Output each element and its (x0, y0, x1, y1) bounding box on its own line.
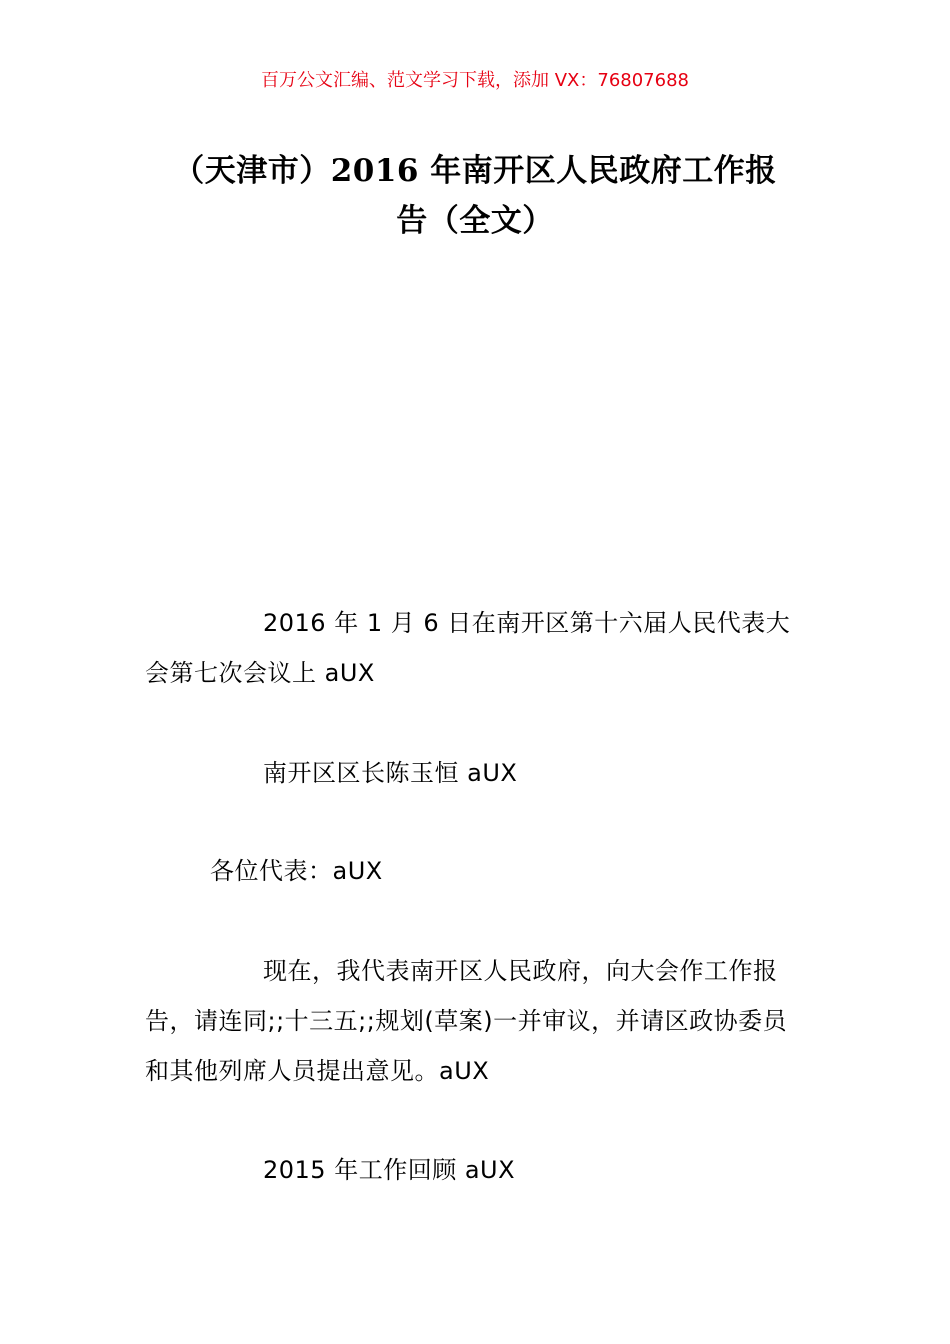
intro-paragraph: 现在，我代表南开区人民政府，向大会作工作报告，请连同;;十三五;;规划(草案)一并审议，并请区政协委员和其他列席人员提出意见。aUX (145, 957, 788, 1085)
author-paragraph: 南开区区长陈玉恒 aUX (263, 759, 518, 787)
greeting-paragraph: 各位代表：aUX (210, 857, 383, 885)
header-note: 百万公文汇编、范文学习下载，添加 VX：76807688 (261, 70, 689, 91)
meeting-date-paragraph: 2016 年 1 月 6 日在南开区第十六届人民代表大会第七次会议上 aUX (145, 609, 791, 687)
title-line-2: 告（全文） (396, 203, 554, 239)
title-line-1: （天津市）2016 年南开区人民政府工作报 (173, 153, 777, 189)
section-heading-paragraph: 2015 年工作回顾 aUX (263, 1156, 516, 1184)
document-title (145, 146, 805, 246)
